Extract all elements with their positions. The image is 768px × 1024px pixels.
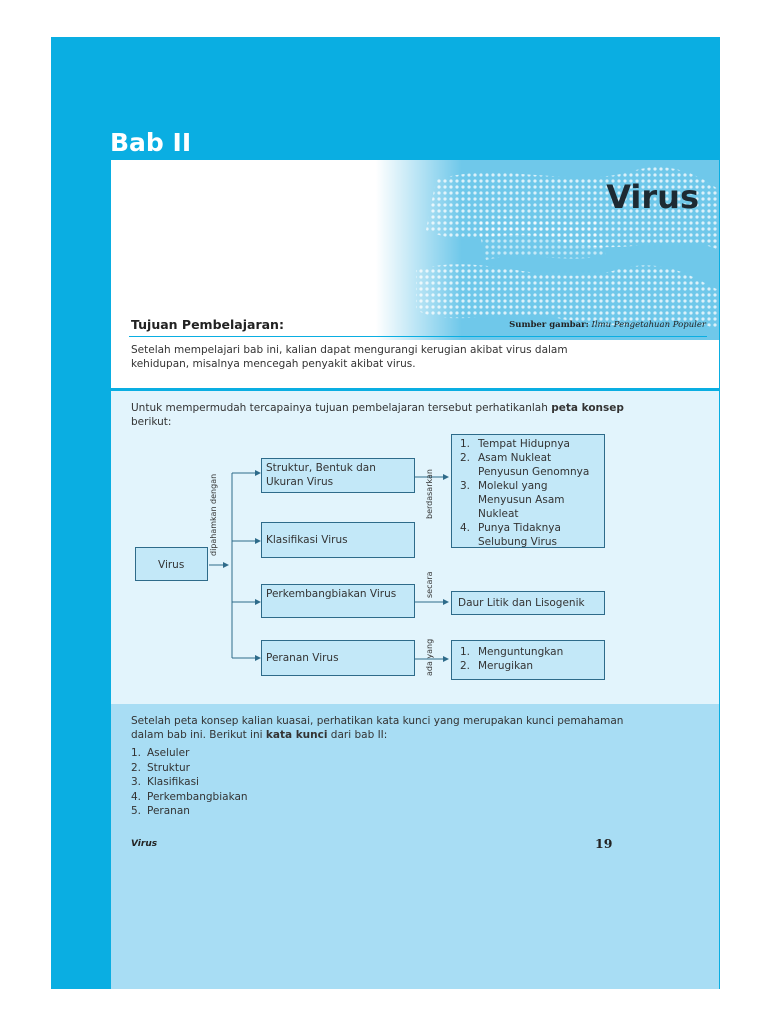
- concept-intro-suffix: berikut:: [131, 416, 172, 428]
- page-number: 19: [595, 836, 613, 851]
- link-label-secara: secara: [425, 571, 434, 598]
- keywords-list: [131, 746, 248, 819]
- branch-structure: Struktur, Bentuk dan Ukuran Virus: [261, 458, 415, 493]
- link-label-ada-yang: ada yang: [425, 638, 434, 676]
- list-item: 4. Punya Tidaknya Selubung Virus: [460, 522, 561, 548]
- chapter-header-panel: [111, 160, 719, 388]
- image-source-prefix: Sumber gambar:: [509, 320, 589, 330]
- objective-divider: [129, 336, 707, 337]
- keywords-panel: [111, 704, 719, 989]
- list-item: 2. Asam Nukleat Penyusun Genomnya: [460, 452, 590, 478]
- keywords-intro-bold: kata kunci: [265, 729, 328, 741]
- image-source-caption: [509, 320, 706, 330]
- list-item: 1. Aseluler: [131, 747, 190, 759]
- chapter-label: Bab II: [110, 128, 192, 157]
- branch-role: Peranan Virus: [261, 640, 415, 676]
- concept-map-panel: [111, 388, 719, 707]
- list-item: 3. Molekul yang Menyusun Asam Nukleat: [460, 480, 565, 520]
- link-label-dipahamkan: dipahamkan dengan: [209, 473, 218, 556]
- reproduction-detail-box: Daur Litik dan Lisogenik: [451, 591, 605, 615]
- concept-root-virus: Virus: [135, 547, 208, 581]
- link-label-berdasarkan: berdasarkan: [425, 469, 434, 519]
- keywords-intro-suffix: dari bab II:: [327, 729, 388, 741]
- concept-intro-bold: peta konsep: [551, 402, 624, 414]
- branch-classification: Klasifikasi Virus: [261, 522, 415, 558]
- keywords-intro-prefix: Setelah peta konsep kalian kuasai, perhatikan kata kunci yang merupakan kunci pemahaman dalam bab ini. Berikut ini: [131, 715, 624, 741]
- objective-text: Setelah mempelajari bab ini, kalian dapat mengurangi kerugian akibat virus dalam kehidupan, misalnya mencegah penyakit akibat virus.: [131, 344, 568, 370]
- list-item: 3. Klasifikasi: [131, 776, 199, 788]
- list-item: 5. Peranan: [131, 805, 190, 817]
- objective-heading: Tujuan Pembelajaran:: [131, 317, 284, 332]
- left-color-bar: [51, 160, 111, 989]
- list-item: 4. Perkembangbiakan: [131, 790, 248, 803]
- chapter-title: Virus: [606, 178, 699, 216]
- role-details-box: [451, 640, 605, 680]
- structure-details-list: [460, 437, 600, 549]
- list-item: 2. Struktur: [131, 761, 190, 774]
- structure-details-box: [451, 434, 605, 548]
- role-details-list: [460, 645, 600, 673]
- image-source-title: Ilmu Pengetahuan Populer: [591, 320, 706, 330]
- keywords-intro: [131, 714, 631, 742]
- list-item: 2. Merugikan: [460, 660, 534, 672]
- running-title: Virus: [131, 839, 158, 849]
- branch-reproduction: Perkembangbiakan Virus: [261, 584, 415, 618]
- list-item: 1. Menguntungkan: [460, 646, 564, 658]
- list-item: 1. Tempat Hidupnya: [460, 438, 570, 450]
- concept-intro-prefix: Untuk mempermudah tercapainya tujuan pembelajaran tersebut perhatikanlah: [131, 402, 552, 414]
